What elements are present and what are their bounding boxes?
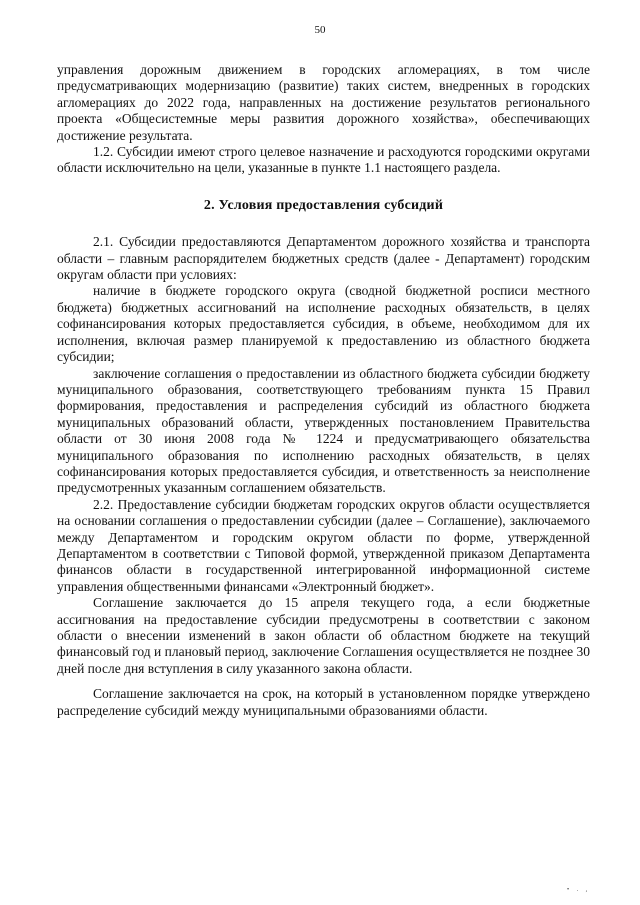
section-heading: 2. Условия предоставления субсидий: [203, 197, 444, 213]
paragraph-condition-agreement: заключение соглашения о предоставлении из областного бюджета субсидии бюджету муниципального образования, соответствующего требованиям пункта 15 Правил формирования, предоставления и распределения субсидий из областного бюджета муниципальных образований области, утвержденных постановлением Правительства области от 30 июня 2008 года № 1224 и предусматривающего обязательства муниципального образования по исполнению расходных обязательств, в целях софинансирования которых предоставляется субсидия, и ответственность за неисполнение предусмотренных указанным соглашением обязательств.: [57, 365, 590, 496]
paragraph-condition-budget: наличие в бюджете городского округа (сводной бюджетной росписи местного бюджета) бюджетных ассигнований на исполнение расходных обязательств, в целях софинансирования которых предоставляется субсидия, в объеме, необходимом для их исполнения, включая размер планируемой к предоставлению из областного бюджета субсидии;: [57, 283, 590, 365]
document-body: [57, 62, 590, 719]
paragraph-agreement-term: Соглашение заключается на срок, на который в установленном порядке утверждено распределение субсидий между муниципальными образованиями области.: [57, 686, 590, 718]
paragraph-continuation: управления дорожным движением в городских агломерациях, в том числе предусматривающих модернизацию (развитие) таких систем, внедренных в городских агломерациях до 2022 года, направленных на достижение результатов регионального проекта «Общесистемные меры развития дорожного хозяйства», обеспечивающих достижение результата.: [57, 62, 590, 143]
paragraph-1-2: 1.2. Субсидии имеют строго целевое назначение и расходуются городскими округами области исключительно на цели, указанные в пункте 1.1 настоящего раздела.: [57, 144, 590, 176]
paragraph-agreement-deadline: Соглашение заключается до 15 апреля текущего года, а если бюджетные ассигнования на предоставление субсидии предусмотрены в соответствии с законом области о внесении изменений в закон области об областном бюджете на текущий финансовый год и плановый период, заключение Соглашения осуществляется не позднее 30 дней после дня вступления в силу указанного закона области.: [57, 595, 590, 676]
page-number: 50: [314, 24, 326, 36]
paragraph-2-1: 2.1. Субсидии предоставляются Департаментом дорожного хозяйства и транспорта области – главным распорядителем бюджетных средств (далее - Департамент) городским округам области при условиях:: [57, 234, 590, 283]
corner-scan-mark: • . ,: [567, 887, 591, 893]
paragraph-2-2: 2.2. Предоставление субсидии бюджетам городских округов области осуществляется на основании соглашения о предоставлении субсидии (далее – Соглашение), заключаемого между Департаментом и городским округом области по форме, утвержденной Департаментом в соответствии с Типовой формой, утвержденной приказом Департамента финансов области в государственной интегрированной информационной системе управления общественными финансами «Электронный бюджет».: [57, 496, 590, 594]
